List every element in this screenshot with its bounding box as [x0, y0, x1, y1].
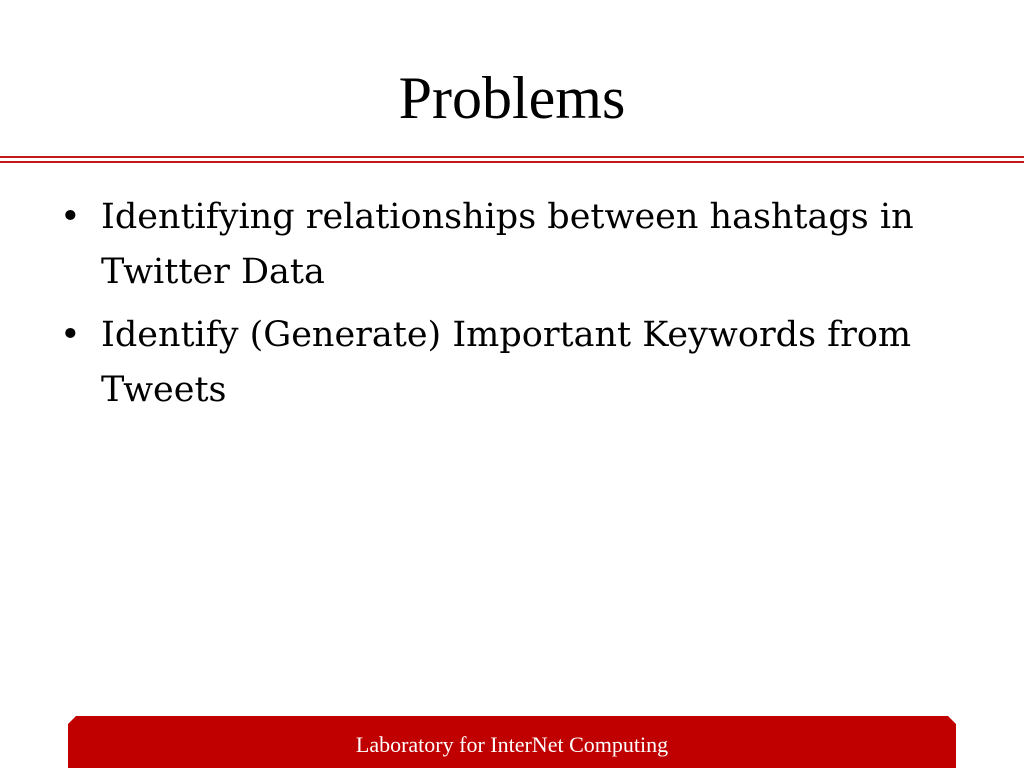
footer-label: Laboratory for InterNet Computing [355, 732, 669, 757]
bullet-item [60, 190, 960, 300]
bullet-text: Identify (Generate) Important Keywords from Tweets [101, 315, 912, 410]
bullet-item [60, 308, 960, 418]
bullet-text: Identifying relationships between hashtags in Twitter Data [101, 197, 914, 292]
title-divider-bottom [0, 161, 1024, 163]
bullet-dot-icon: • [60, 197, 81, 237]
title-divider-top [0, 156, 1024, 158]
bullet-dot-icon: • [60, 315, 81, 355]
bullet-list [60, 190, 960, 426]
slide-title: Problems [398, 65, 626, 131]
